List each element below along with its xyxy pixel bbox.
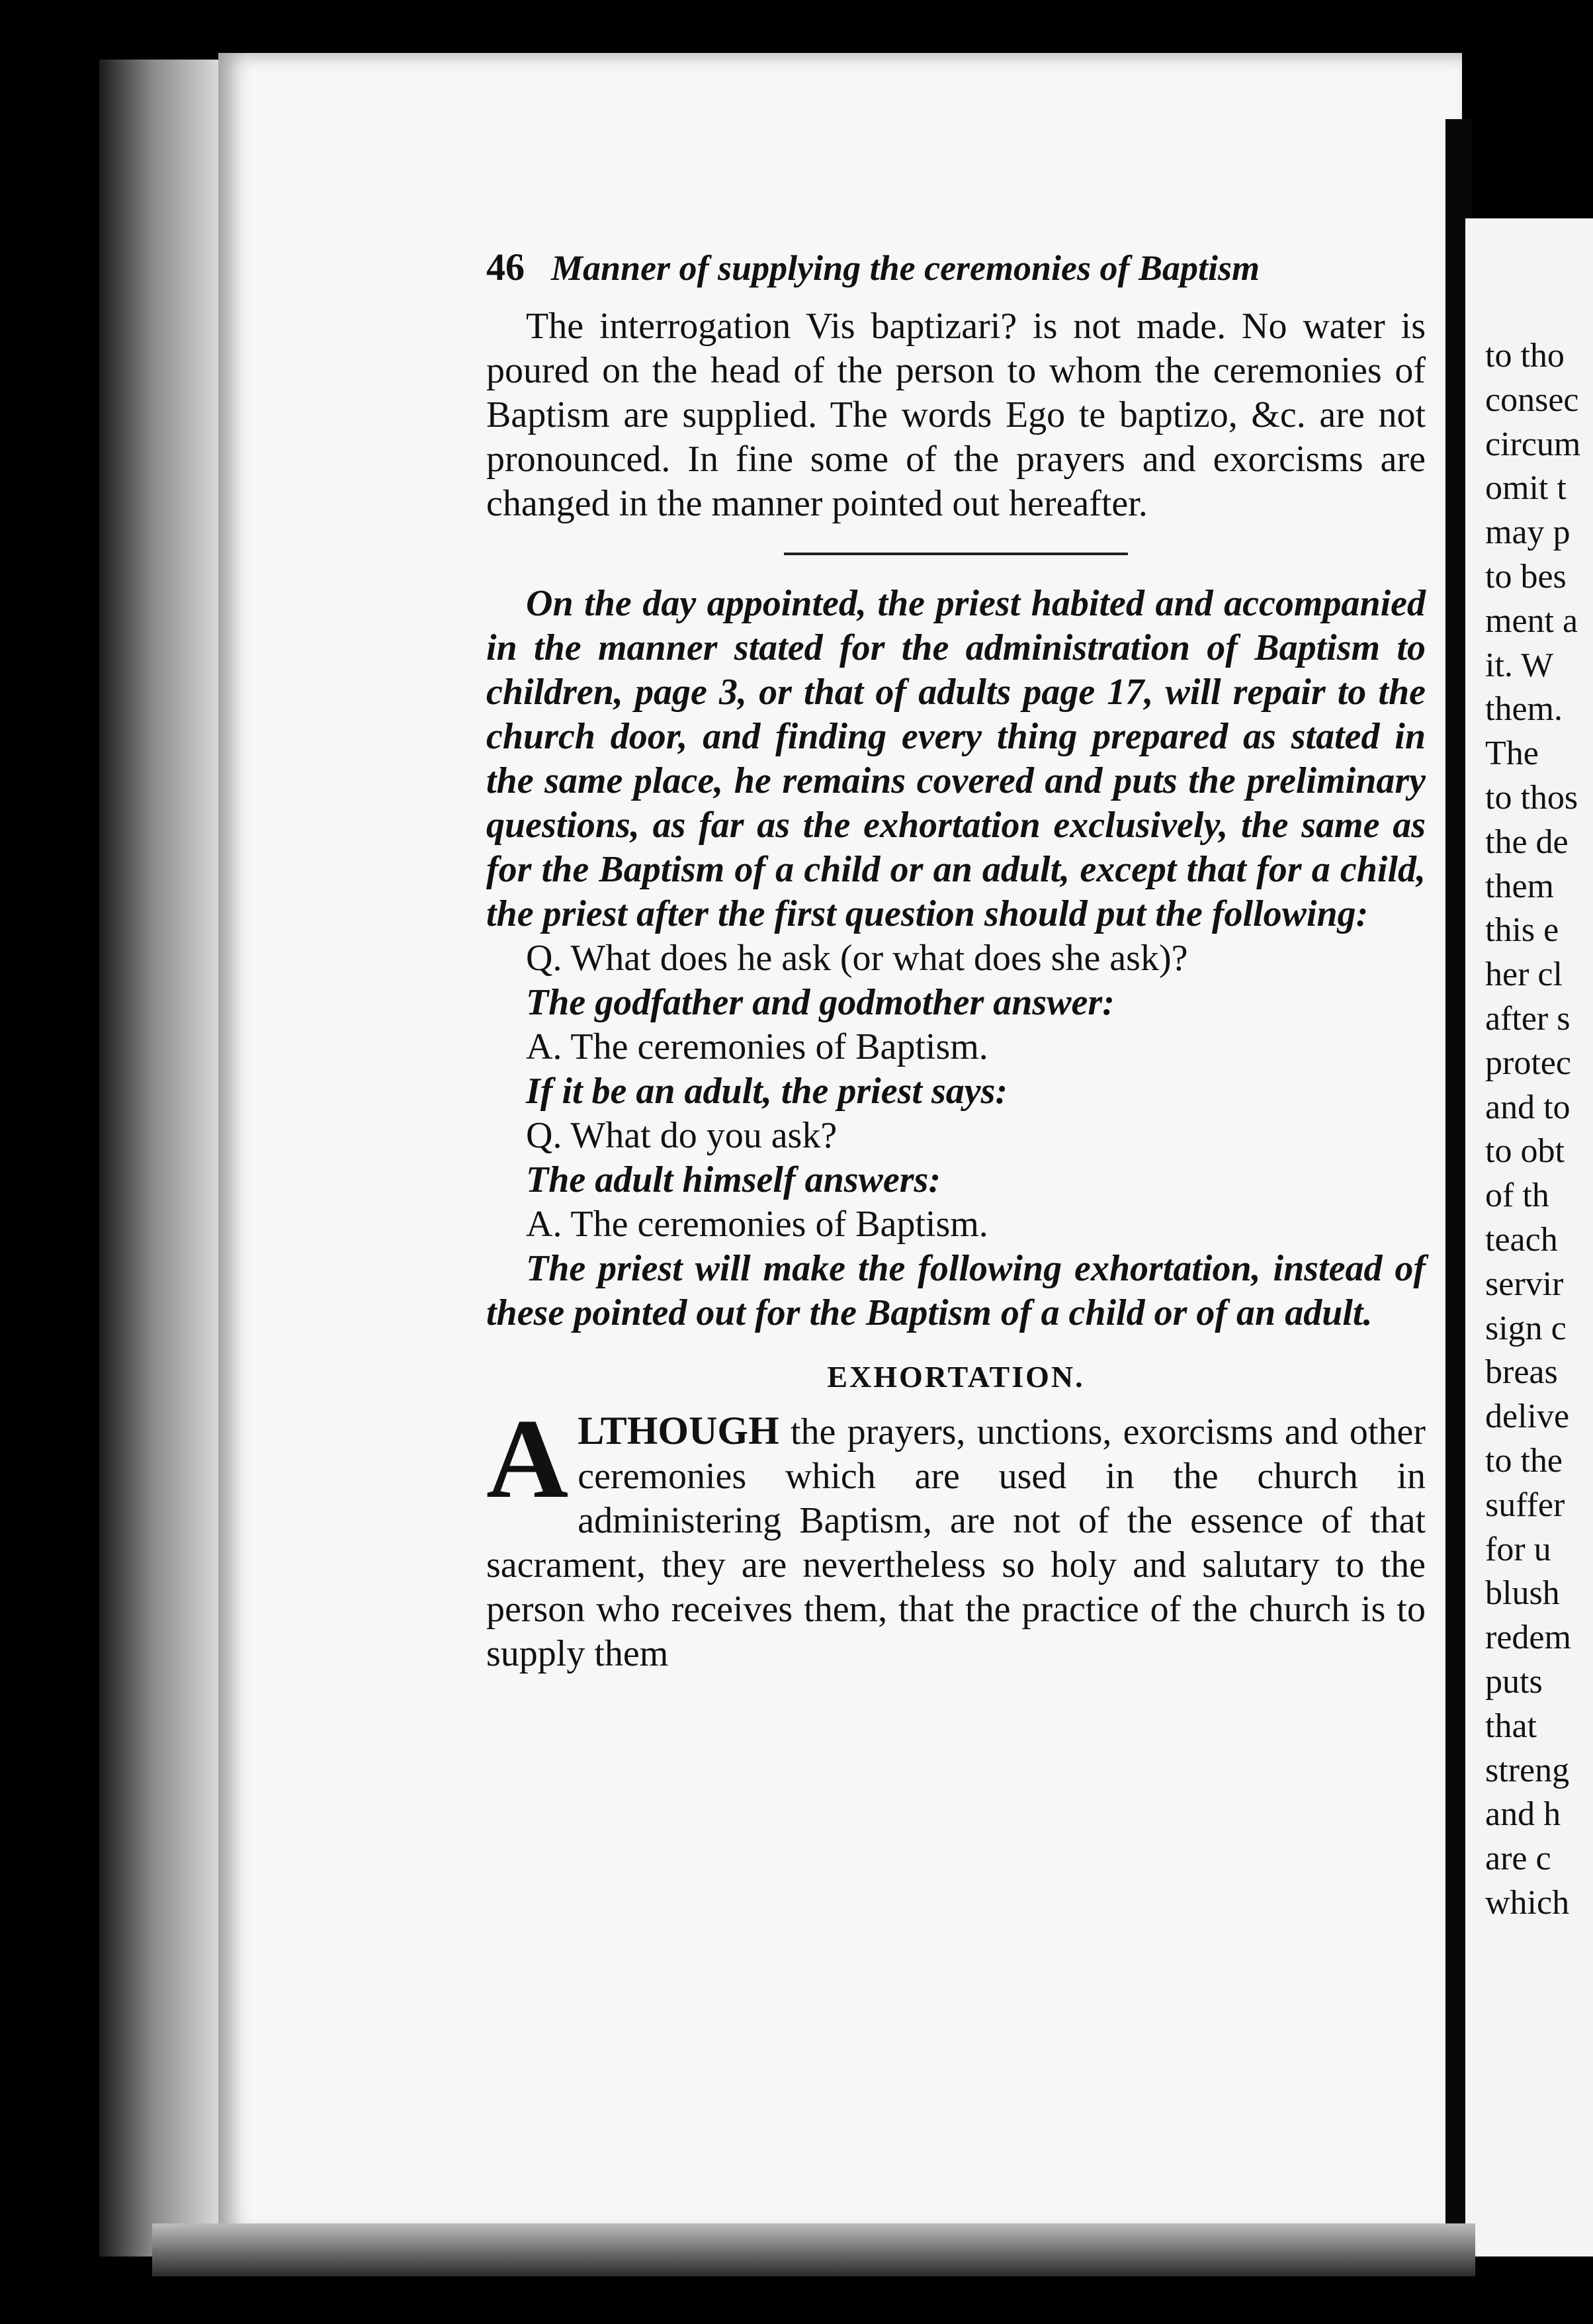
facing-page-line: consec xyxy=(1485,380,1579,419)
facing-page-line: to bes xyxy=(1485,557,1567,596)
question-1: Q. What does he ask (or what does she ask)? xyxy=(526,938,1188,979)
book-left-edge xyxy=(99,60,232,2257)
rubric-adult: If it be an adult, the priest says: xyxy=(526,1071,1008,1112)
facing-page-line: delive xyxy=(1485,1398,1570,1436)
rubric-adult-answers: The adult himself answers: xyxy=(526,1159,941,1200)
facing-page-line: ment a xyxy=(1485,602,1578,640)
facing-page-line: this e xyxy=(1485,911,1559,950)
facing-page-line: redem xyxy=(1485,1619,1571,1657)
intro-paragraph: The interrogation Vis baptizari? is not made. No water is poured on the head of the person to whom the ceremonies of Baptism are supplied. The words Ego te baptizo, &c. are not pronounced. In fine some of the prayers and exorcisms are changed in the manner pointed out hereafter. xyxy=(486,306,1426,524)
section-rule xyxy=(784,553,1128,555)
facing-page-line: which xyxy=(1485,1883,1570,1922)
facing-page-line: are c xyxy=(1485,1840,1551,1878)
running-header xyxy=(486,245,1426,304)
facing-page-line: teach xyxy=(1485,1220,1558,1259)
facing-page-line: for u xyxy=(1485,1530,1551,1568)
facing-page-line: that xyxy=(1485,1707,1537,1745)
facing-page-line: to obt xyxy=(1485,1132,1565,1171)
facing-page-line: The xyxy=(1485,735,1539,773)
exhortation-text: the prayers, unctions, exorcisms and other ceremonies which are used in the church in administering Baptism, are not of the essence of that sacrament, they are nevertheless so holy and salutary to the person who receives them, that the practice of the church is to supply them xyxy=(486,1411,1426,1674)
exhortation-lead-word: LTHOUGH xyxy=(578,1409,779,1452)
facing-page-fragments xyxy=(1485,334,1593,1926)
facing-page-line: after s xyxy=(1485,999,1571,1038)
question-2: Q. What do you ask? xyxy=(526,1115,838,1156)
facing-page-line: blush xyxy=(1485,1574,1560,1613)
facing-page-line: them xyxy=(1485,867,1554,905)
facing-page-line: protec xyxy=(1485,1044,1571,1082)
facing-page-line: to the xyxy=(1485,1441,1563,1480)
facing-page-line: and h xyxy=(1485,1795,1561,1834)
exhortation-paragraph xyxy=(486,1396,1426,1676)
facing-page-line: suffer xyxy=(1485,1486,1565,1524)
facing-page-line: them. xyxy=(1485,690,1563,729)
facing-page-line: sign c xyxy=(1485,1309,1567,1347)
exhortation-heading: EXHORTATION. xyxy=(827,1360,1085,1394)
page-content xyxy=(486,245,1426,1676)
facing-page-line: streng xyxy=(1485,1751,1570,1789)
facing-page-line: it. W xyxy=(1485,646,1554,684)
answer-2: A. The ceremonies of Baptism. xyxy=(526,1204,988,1245)
facing-page-line: to tho xyxy=(1485,337,1565,375)
facing-page-line: to thos xyxy=(1485,778,1578,817)
facing-page-line: and to xyxy=(1485,1088,1571,1126)
answer-1: A. The ceremonies of Baptism. xyxy=(526,1026,988,1067)
facing-page-line: may p xyxy=(1485,514,1571,552)
drop-cap: A xyxy=(486,1396,569,1522)
closing-rubric: The priest will make the following exhortation, instead of these pointed out for the Baptism of a child or of an adult. xyxy=(486,1248,1426,1333)
running-title: Manner of supplying the ceremonies of Baptism xyxy=(551,248,1260,288)
facing-page-line: puts xyxy=(1485,1662,1543,1701)
facing-page xyxy=(1465,218,1593,2257)
facing-page-line: omit t xyxy=(1485,469,1567,508)
facing-page-line: the de xyxy=(1485,823,1569,861)
rubric-godparents: The godfather and godmother answer: xyxy=(526,982,1115,1023)
facing-page-line: of th xyxy=(1485,1177,1549,1215)
page-number: 46 xyxy=(486,246,525,289)
book-bottom-edge xyxy=(152,2223,1475,2276)
facing-page-line: breas xyxy=(1485,1353,1558,1392)
facing-page-line: circum xyxy=(1485,425,1581,463)
rubric-paragraph: On the day appointed, the priest habited and accompanied in the manner stated for the administration of Baptism to children, page 3, or that of adults page 17, will repair to the church door, and finding every thing prepared as stated in the same place, he remains covered and puts the preliminary questions, as far as the exhortation exclusively, the same as for the Baptism of a child or an adult, except that for a child, the priest after the first question should put the following: xyxy=(486,583,1426,934)
facing-page-line: her cl xyxy=(1485,956,1563,994)
facing-page-line: servir xyxy=(1485,1265,1564,1303)
